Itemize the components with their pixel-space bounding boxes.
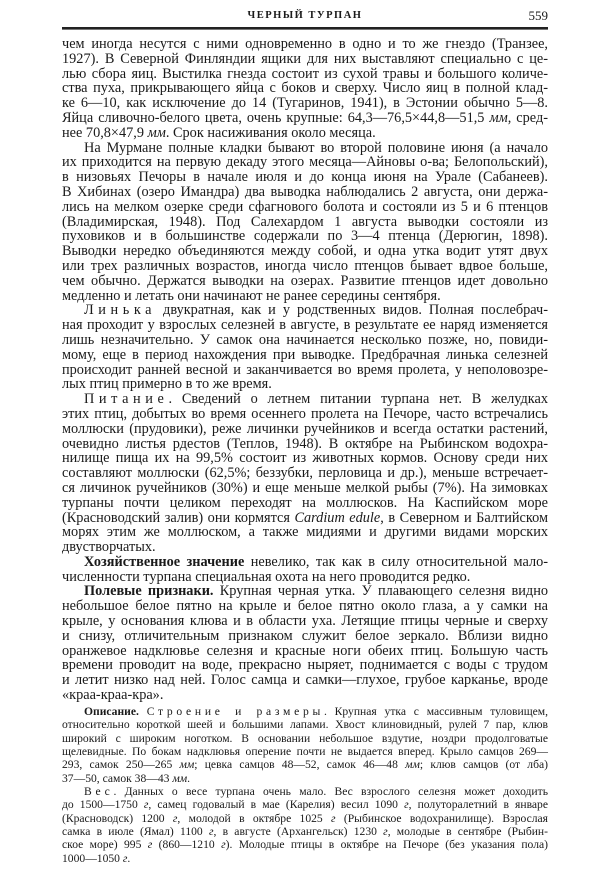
paragraph — [62, 785, 548, 865]
text-line: их приходится на первую декаду этого месяца—Айновы о-ва; Белопольский), — [62, 154, 548, 171]
text-line: Хозяйственное значение невелико, так как в силу относительной мало- — [84, 553, 548, 570]
paragraph — [62, 141, 548, 304]
text-line: медленно и летать они начинают не ранее середины сентября. — [62, 287, 441, 304]
italic-text: г — [208, 825, 214, 839]
text-line: происходит ранней весной и заканчивается во время пролета, у неполовозре- — [62, 361, 548, 378]
text-line: ная проходит у взрослых селезней в августе, в результате ее наряд изменяется — [62, 317, 548, 334]
text-line: Полевые признаки. Крупная черная утка. У плавающего селезня видно — [84, 583, 548, 600]
text-line: Линька двукратная, как и у родственных видов. Полная послебрач- — [84, 302, 548, 319]
text-line: В Хибинах (озеро Имандра) два выводка наблюдались 2 августа, они держа- — [62, 183, 548, 200]
paragraph — [62, 37, 548, 141]
text-line: составляют моллюски (62,5%; беззубки, перловица и др.), меньше встречает- — [62, 465, 548, 482]
text-line: самка в июле (Ямал) 1100 г, в августе (Архангельск) 1230 г, молодые в сентябре (Рыбин- — [62, 825, 548, 839]
italic-text: г — [404, 798, 409, 812]
text-line: относительно короткой шеей и большими лапами. Хвост клиновидный, рулей 7 пар, клюв — [62, 718, 548, 732]
spaced-heading: Вес — [84, 785, 114, 799]
text-line: Вес. Данных о весе турпана очень мало. Вес взрослого селезня может доходить — [84, 785, 548, 799]
text-line: лишь незначительно. У самок она начинается несколько позже, но, повиди- — [62, 331, 548, 348]
text-line: 37—50, самок 38—43 мм. — [62, 771, 191, 785]
italic-text: мм — [147, 124, 166, 141]
page-number: 559 — [528, 8, 548, 23]
italic-text: г — [147, 838, 153, 852]
text-line: численности турпана специальная охота на него проводится редко. — [62, 568, 471, 585]
text-line: широкий с широким ноготком. В основании небольшое вздутие, ноздри продолговатые — [62, 731, 548, 745]
text-line: лью сбора яиц. Выстилка гнезда состоит из сухой травы и большого количе- — [62, 65, 548, 82]
paragraph — [62, 555, 548, 585]
text-line: лых птиц примерно в то же время. — [62, 376, 272, 393]
text-line: лись на мелком озерке среди сфагнового болота и состояли из 5 и 6 птенцов — [62, 198, 548, 215]
text-line: крыле, у основания клюва и в области уха. Летящие птицы черные и сверху — [62, 613, 548, 630]
italic-text: мм — [405, 758, 420, 772]
header-rule — [62, 27, 548, 30]
text-line: морях этим же моллюском, а также мидиями и другими видами морских — [62, 524, 548, 541]
text-line: щелевидные. По бокам надклювья оперение почти не выдается вперед. Крыло самцов 269— — [62, 745, 548, 759]
text-line: небольшое белое пятно на крыле и белое пятно около глаза, а у самки на — [62, 598, 548, 615]
text-line: Яйца сливочно-белого цвета, очень крупные: 64,3—76,5×44,8—51,5 мм, сред- — [62, 109, 548, 126]
main-text — [62, 37, 548, 703]
bold-heading: Описание. — [84, 705, 139, 718]
text-line: (Владимирская, 1948). Под Салехардом 1 августа выводки состояли из — [62, 213, 548, 230]
text-line: чем обычно. Держатся выводки на озерах. Развитие птенцов идет довольно — [62, 272, 548, 289]
italic-text: г — [331, 811, 336, 825]
text-line: в низовьях Печоры в начале июля и до конца июня на Урале (Сабанеев). — [62, 169, 548, 186]
italic-text: мм — [489, 109, 508, 126]
italic-text: мм — [179, 758, 195, 772]
italic-text: мм — [172, 771, 188, 785]
text-line: до 1500—1750 г, самец годовалый в мае (Карелия) весил 1090 г, полуторалетний в январе — [62, 798, 548, 812]
text-line: этих птиц, добытых во время осеннего пролета на Печоре, часто встречались — [62, 405, 548, 422]
text-line: мому, еще в период нахождения при выводке. Предбрачная линька селезней — [62, 346, 548, 363]
description-notes — [62, 705, 548, 865]
paragraph — [62, 392, 548, 555]
spaced-heading: Строение и размеры — [146, 705, 324, 718]
paragraph — [62, 705, 548, 785]
text-line: очевидно листья рдестов (Теплов, 1948). В октябре на Рыбинском водохра- — [62, 435, 548, 452]
bold-heading: Хозяйственное значение — [84, 553, 245, 570]
italic-text: г — [143, 798, 149, 812]
text-line: времени проводит на воде, прекрасно ныряет, поднимается с воды с трудом — [62, 657, 548, 674]
text-line: (Красноводский залив) они кормятся Cardium edule, в Северном и Балтийском — [62, 509, 549, 526]
text-line: двустворчатых. — [62, 539, 156, 556]
text-line: (Красноводск) 1200 г, молодой в октябре 1025 г (Рыбинское водохранилище). Взрослая — [62, 811, 548, 825]
spaced-heading: Питание — [84, 391, 169, 408]
text-line: и снизу, отличительным признаком служит белое зеркало. Вблизи видно — [62, 627, 548, 644]
text-line: Описание. Строение и размеры. Крупная утка с массивным туловищем, — [84, 705, 549, 718]
italic-text: Cardium edule — [294, 509, 381, 526]
text-line: Питание. Сведений о летнем питании турпана нет. В желудках — [84, 391, 548, 408]
text-line: ское море) 995 г (860—1210 г). Молодые птицы в октябре на Печоре (без указания пола) — [62, 838, 548, 852]
text-line: нилище пища их на 99,5% состоит из животных кормов. Основу среди них — [62, 450, 548, 467]
text-line: ства пуха, прикрывающего яйца с боков и сверху. Число яиц в полной клад- — [62, 80, 548, 97]
text-line: и летит низко над ней. Голос самца и самки—глухое, грубое карканье, вроде — [62, 672, 548, 689]
text-line: чем иногда несутся с ними одновременно в одно и то же гнездо (Транзее, — [62, 36, 548, 52]
spaced-heading: Линька — [84, 302, 157, 319]
text-line: оранжевое надклювье селезня и красные ноги обеих птиц. Большую часть — [62, 642, 548, 659]
bold-heading: Полевые признаки. — [84, 583, 214, 600]
paragraph — [62, 303, 548, 392]
text-line: 1927). В Северной Финляндии ящики для них выставляют специально с це- — [62, 50, 548, 67]
italic-text: г — [221, 838, 226, 852]
text-line: 1000—1050 г. — [62, 851, 131, 865]
text-line: На Мурмане полные кладки бывают во второй половине июня (а начало — [84, 139, 548, 156]
text-line: пуховиков и в большинстве содержали по 3—4 птенца (Дерюгин, 1898). — [62, 228, 548, 245]
italic-text: г — [122, 851, 128, 865]
text-line: 293, самок 250—265 мм; цевка самцов 48—52, самок 46—48 мм; клюв самцов (от лба) — [62, 758, 548, 772]
text-line: ке 6—10, как исключение до 14 (Тугаринов, 1941), в Эстонии обычно 5—8. — [62, 95, 548, 112]
text-line: «краа-краа-кра». — [62, 687, 164, 704]
text-line: турпаны почти целиком переходят на моллюсков. На Каспийском море — [62, 494, 548, 511]
text-line: ся личинок ручейников (30%) и еще меньше мелкой рыбы (7%). На зимовках — [62, 479, 548, 496]
italic-text: г — [172, 811, 178, 825]
text-line: или трех различных возрастов, иногда число птенцов бывает вдвое больше, — [62, 257, 548, 274]
text-line: нее 70,8×47,9 мм. Срок насиживания около месяца. — [62, 124, 376, 141]
running-title: ЧЕРНЫЙ ТУРПАН — [247, 10, 363, 21]
paragraph — [62, 584, 548, 702]
running-header — [62, 7, 548, 27]
italic-text: г — [383, 825, 388, 839]
text-line: Выводки нередко объединяются между собой, и одна утка водит утят двух — [62, 243, 548, 260]
text-line: моллюски (прудовики), реже личинки ручейников и всегда остатки растений, — [62, 420, 548, 437]
